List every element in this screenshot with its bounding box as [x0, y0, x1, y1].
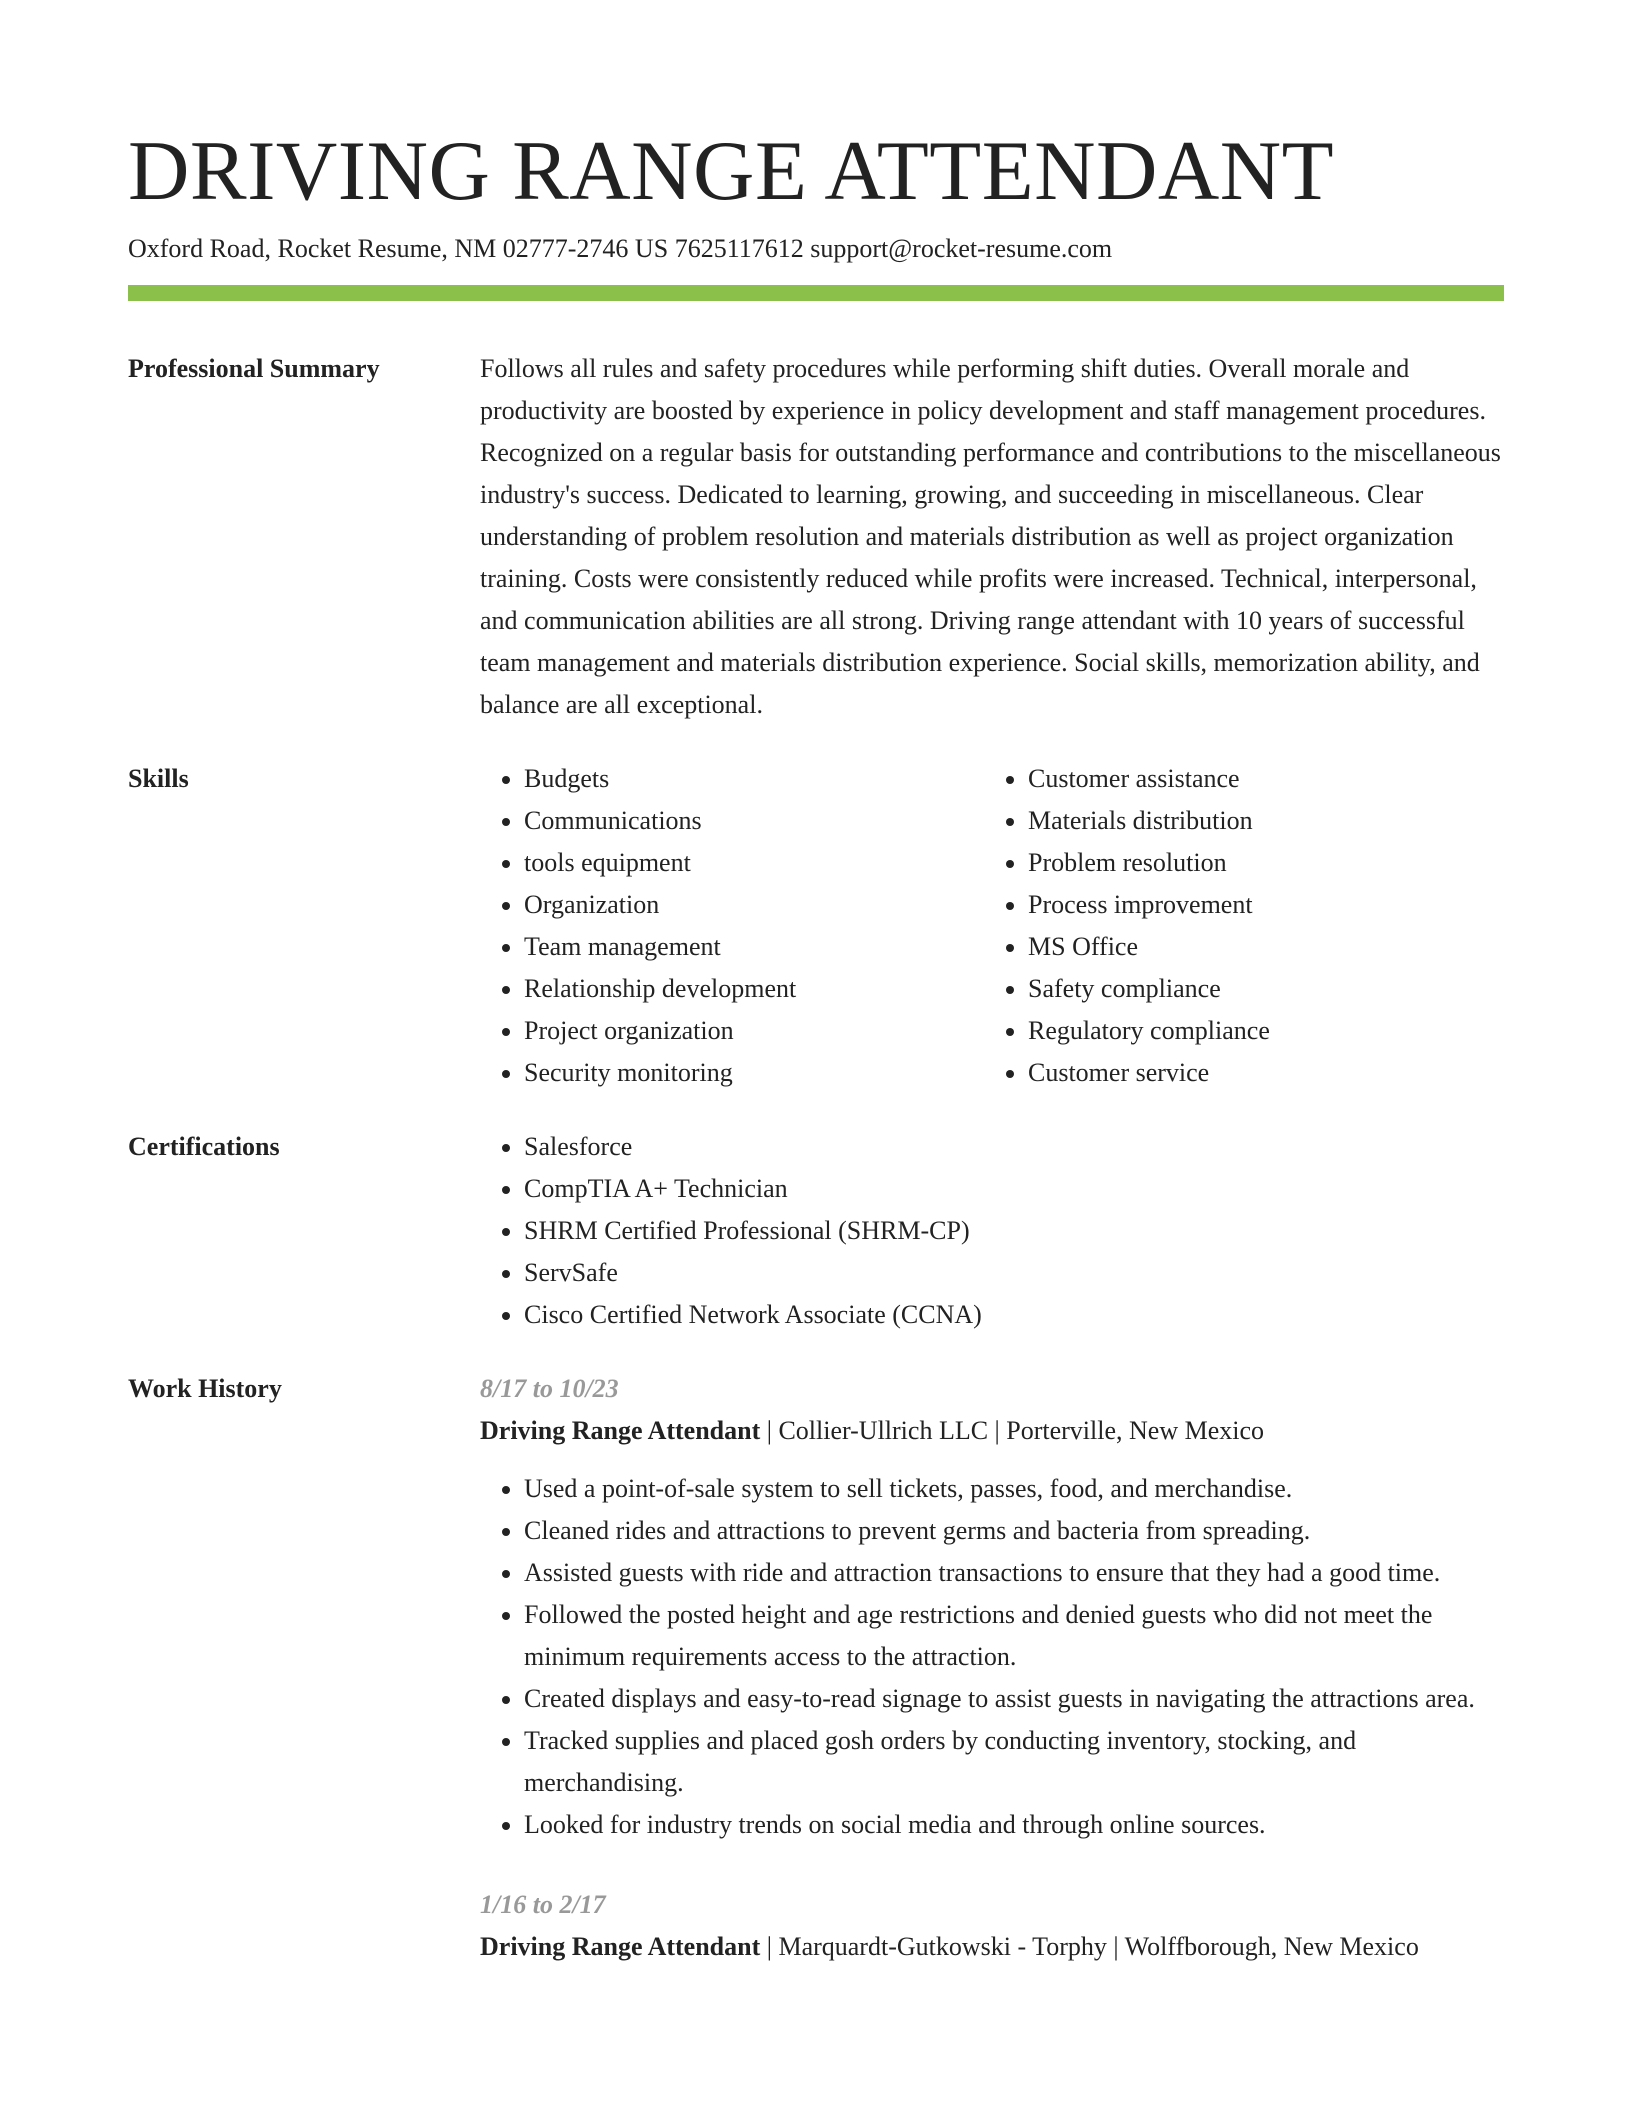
- skill-item: • Security monitoring: [524, 1052, 984, 1094]
- job-details: | Collier-Ullrich LLC | Porterville, New Mexico: [760, 1416, 1265, 1445]
- skill-item: • MS Office: [1028, 926, 1488, 968]
- skill-item: • tools equipment: [524, 842, 984, 884]
- skills-columns: [480, 758, 1504, 1094]
- certification-item: • SHRM Certified Professional (SHRM-CP): [524, 1210, 1504, 1252]
- skill-item: • Relationship development: [524, 968, 984, 1010]
- job-bullet: • Created displays and easy-to-read signage to assist guests in navigating the attractions area.: [524, 1678, 1504, 1720]
- certifications-section: [128, 1126, 1504, 1336]
- job-bullet: • Assisted guests with ride and attraction transactions to ensure that they had a good time.: [524, 1552, 1504, 1594]
- skills-list-left: [480, 758, 984, 1094]
- job-title: Driving Range Attendant: [480, 1932, 761, 1961]
- job-bullet: • Used a point-of-sale system to sell tickets, passes, food, and merchandise.: [524, 1468, 1504, 1510]
- skill-item: • Materials distribution: [1028, 800, 1488, 842]
- job-bullet: • Cleaned rides and attractions to prevent germs and bacteria from spreading.: [524, 1510, 1504, 1552]
- skill-item: • Safety compliance: [1028, 968, 1488, 1010]
- job-entry: [480, 1368, 1504, 1846]
- certifications-heading: Certifications: [128, 1132, 280, 1161]
- accent-divider: [128, 285, 1504, 301]
- contact-phone: 7625117612: [674, 234, 804, 263]
- certification-item: • Salesforce: [524, 1126, 1504, 1168]
- certifications-body: [480, 1126, 1504, 1336]
- skill-item: • Problem resolution: [1028, 842, 1488, 884]
- skill-item: • Process improvement: [1028, 884, 1488, 926]
- skill-item: • Organization: [524, 884, 984, 926]
- skill-item: • Project organization: [524, 1010, 984, 1052]
- job-bullet: • Tracked supplies and placed gosh orders by conducting inventory, stocking, and merchandising.: [524, 1720, 1504, 1804]
- certification-item: • ServSafe: [524, 1252, 1504, 1294]
- job-bullet: • Followed the posted height and age restrictions and denied guests who did not meet the minimum requirements access to the attraction.: [524, 1594, 1504, 1678]
- skills-list-right: [984, 758, 1488, 1094]
- work-history-body: [480, 1368, 1504, 1968]
- contact-address: Oxford Road, Rocket Resume, NM 02777-2746 US: [128, 234, 669, 263]
- summary-text: Follows all rules and safety procedures while performing shift duties. Overall morale and productivity are boosted by experience in policy development and staff management procedures. Recognized on a regular basis for outstanding performance and contributions to the miscellaneous industry's success. Dedicated to learning, growing, and succeeding in miscellaneous. Clear understanding of problem resolution and materials distribution as well as project organization training. Costs were consistently reduced while profits were increased. Technical, interpersonal, and communication abilities are all strong. Driving range attendant with 10 years of successful team management and materials distribution experience. Social skills, memorization ability, and balance are all exceptional.: [480, 354, 1501, 719]
- certification-item: • CompTIA A+ Technician: [524, 1168, 1504, 1210]
- certification-item: • Cisco Certified Network Associate (CCNA): [524, 1294, 1504, 1336]
- job-details: | Marquardt-Gutkowski - Torphy | Wolffborough, New Mexico: [760, 1932, 1419, 1961]
- skill-item: • Regulatory compliance: [1028, 1010, 1488, 1052]
- work-history-heading: Work History: [128, 1374, 282, 1403]
- skills-heading: Skills: [128, 764, 189, 793]
- job-title: Driving Range Attendant: [480, 1416, 761, 1445]
- job-bullet: • Looked for industry trends on social media and through online sources.: [524, 1804, 1504, 1846]
- summary-section: [128, 348, 1504, 726]
- job-dates: 8/17 to 10/23: [480, 1374, 619, 1403]
- job-entry: [480, 1884, 1504, 1968]
- skill-item: • Team management: [524, 926, 984, 968]
- skill-item: • Budgets: [524, 758, 984, 800]
- skill-item: • Customer service: [1028, 1052, 1488, 1094]
- job-bullet-list: [480, 1468, 1504, 1846]
- resume-name: DRIVING RANGE ATTENDANT: [128, 124, 1335, 218]
- summary-heading: Professional Summary: [128, 354, 380, 383]
- skill-item: • Customer assistance: [1028, 758, 1488, 800]
- job-heading: [480, 1926, 1504, 1968]
- certifications-list: [480, 1126, 1504, 1336]
- contact-email: support@rocket-resume.com: [810, 234, 1113, 263]
- resume-page: [128, 124, 1504, 1968]
- skill-item: • Communications: [524, 800, 984, 842]
- job-heading: [480, 1410, 1504, 1452]
- contact-line: [128, 231, 1504, 267]
- skills-section: [128, 758, 1504, 1094]
- job-dates: 1/16 to 2/17: [480, 1890, 606, 1919]
- work-history-section: [128, 1368, 1504, 1968]
